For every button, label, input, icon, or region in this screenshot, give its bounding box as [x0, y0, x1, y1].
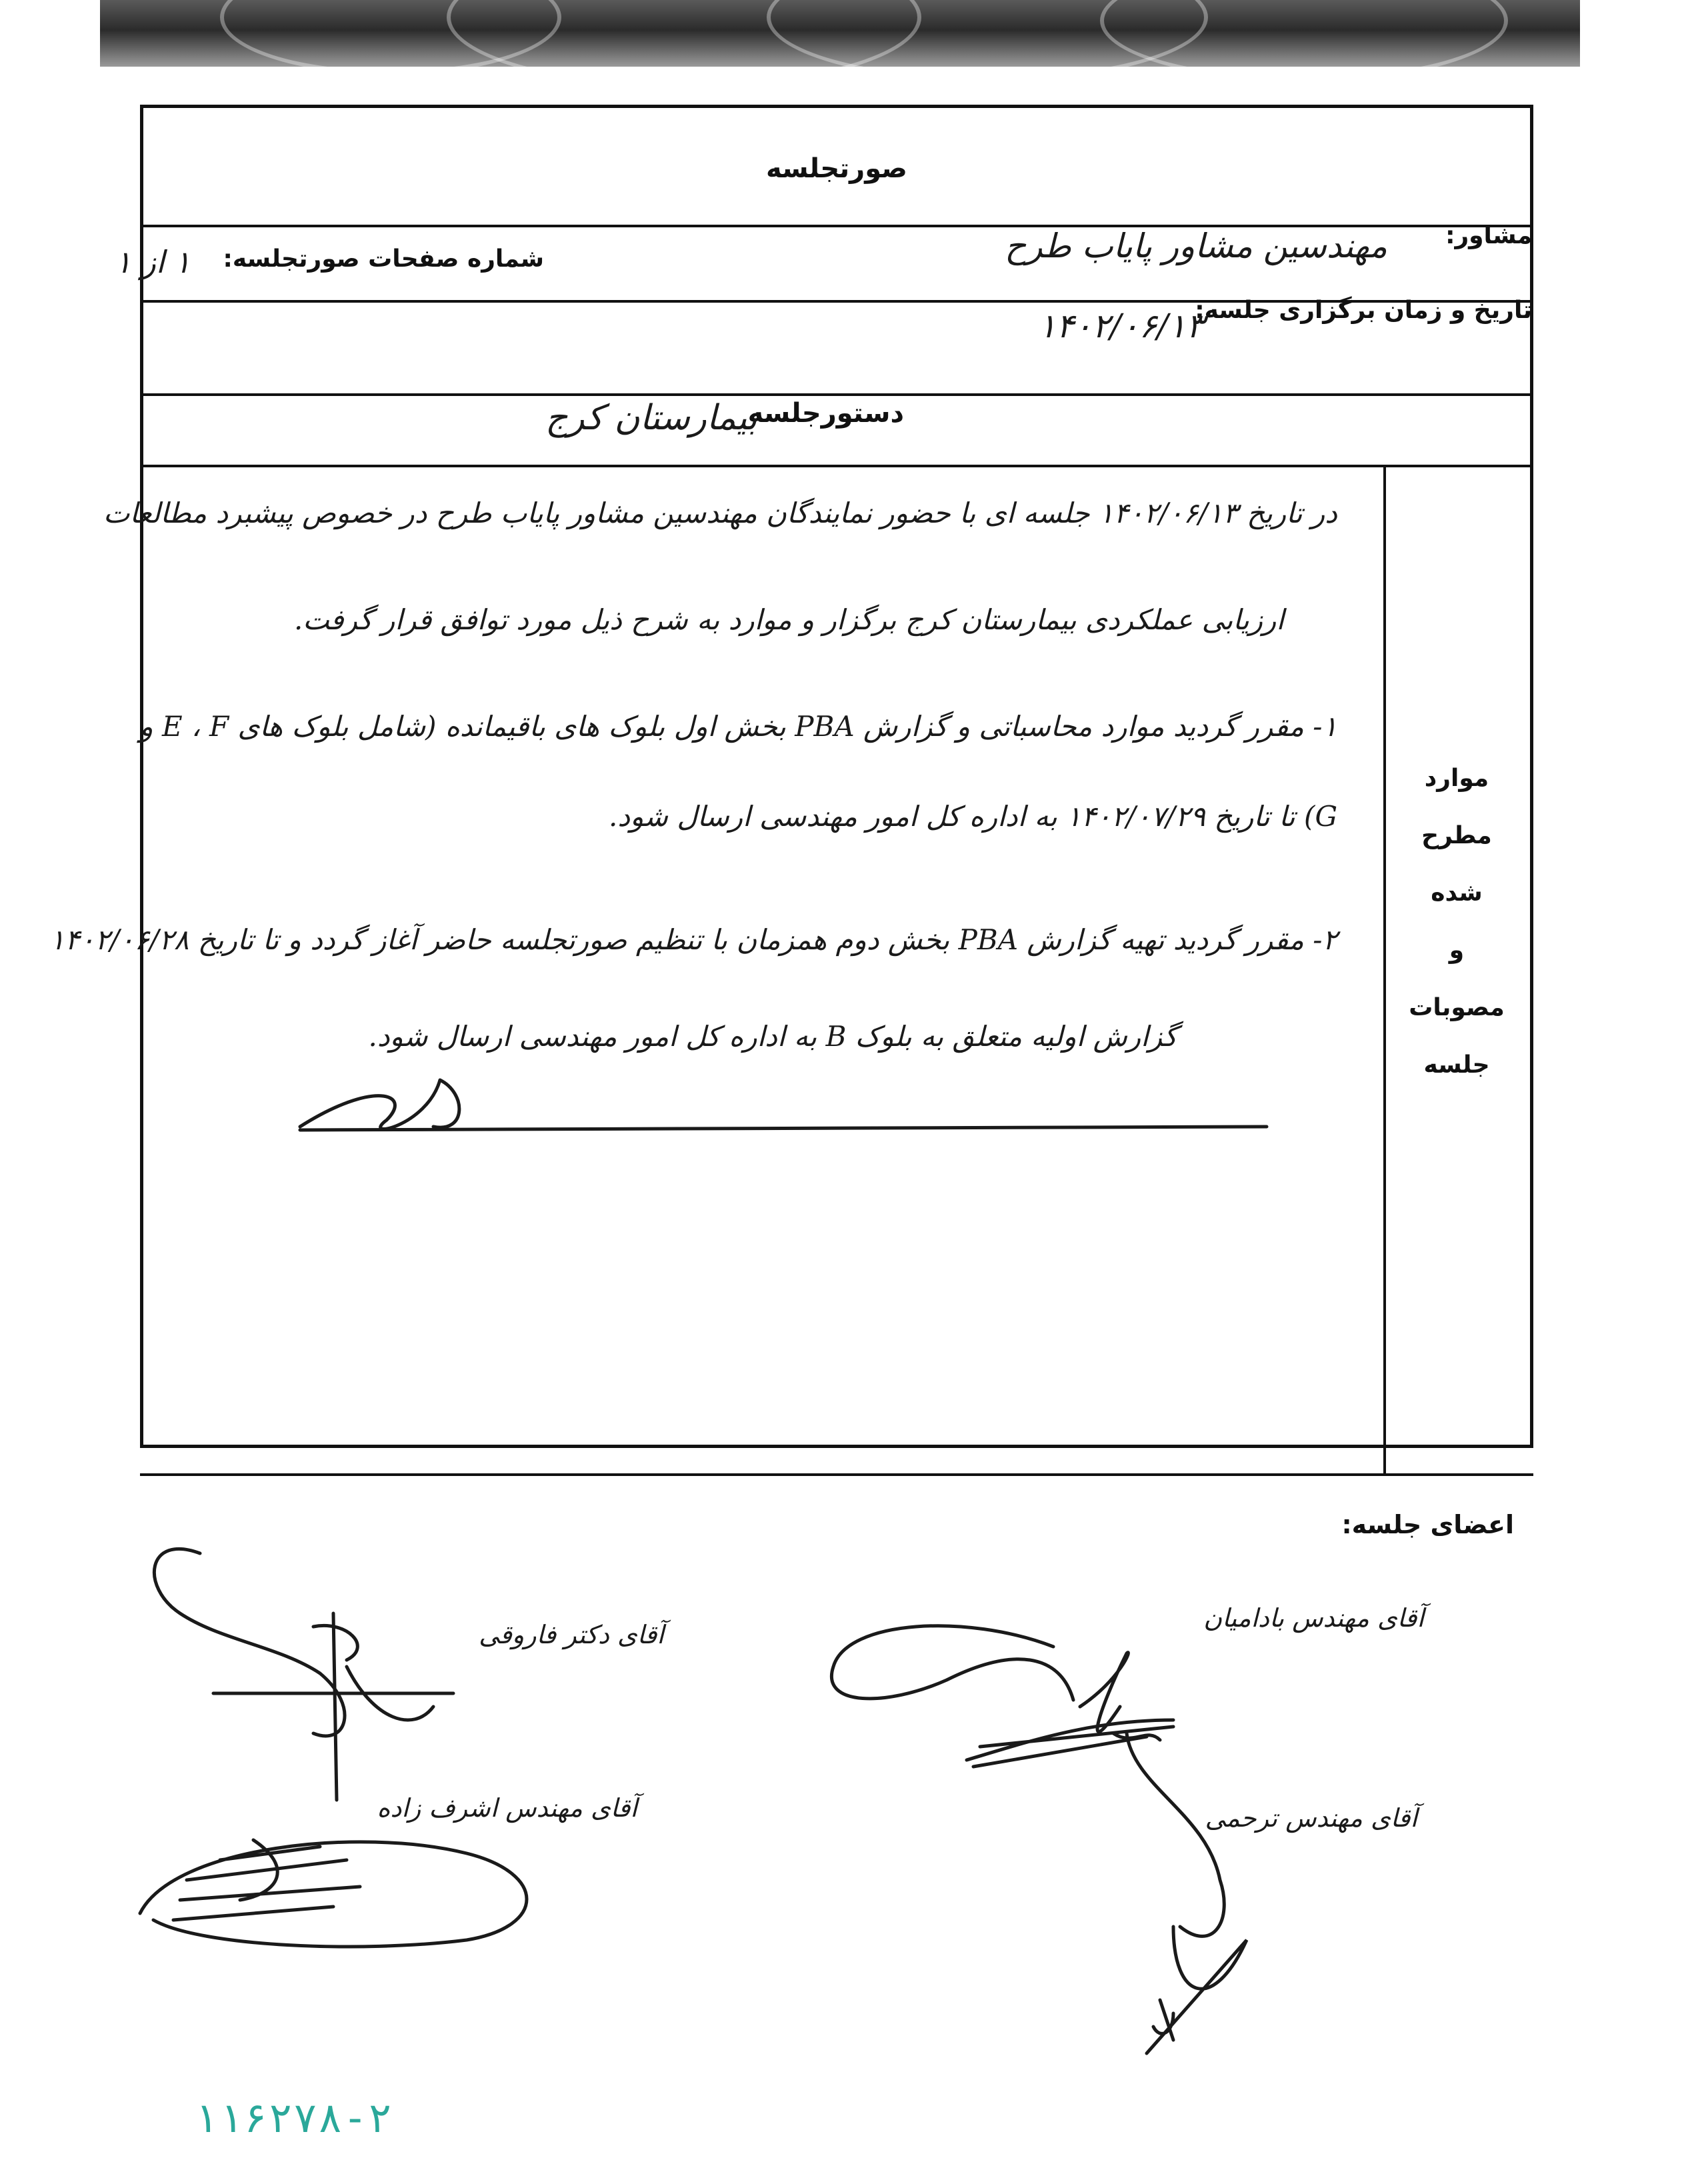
page-count-value: ۱ از ۱ [115, 244, 191, 280]
consultant-label: مشاور: [1445, 222, 1532, 249]
page-count-label: شماره صفحات صورتجلسه: [223, 245, 544, 273]
member-name: آقای مهندس ترحمی [1205, 1803, 1417, 1833]
signature-badamian [831, 1626, 1173, 1767]
signature-farooghi [154, 1549, 453, 1800]
member-name: آقای مهندس اشرف زاده [377, 1793, 637, 1823]
side-label-line: مصوبات [1409, 994, 1505, 1021]
body-line: ۱- مقرر گردید موارد محاسباتی و گزارش PBA بخش اول بلوک های باقیمانده (شامل بلوک های E ، F و [139, 710, 1337, 743]
side-label-line: مطرح [1421, 822, 1492, 849]
side-label-line: موارد [1424, 765, 1489, 792]
document-number: ۱۱۶۲۷۸-۲ [193, 2093, 393, 2142]
body-line: گزارش اولیه متعلق به بلوک B به اداره کل امور مهندسی ارسال شود. [368, 1020, 1177, 1053]
body-end-flourish [300, 1080, 1267, 1130]
agenda-value: بیمارستان کرج [545, 398, 757, 438]
datetime-value: ۱۴۰۲/۰۶/۱۳ [1038, 307, 1204, 345]
body-line: ارزیابی عملکردی بیمارستان کرج برگزار و موارد به شرح ذیل مورد توافق قرار گرفت. [293, 603, 1284, 636]
side-label-line: جلسه [1423, 1051, 1490, 1079]
agenda-label: دستورجلسه [747, 398, 904, 429]
body-line: ۲- مقرر گردید تهیه گزارش PBA بخش دوم همزمان با تنظیم صورتجلسه حاضر آغاز گردد و تا تاریخ ۱۴۰۲/۰۶/۲۸ [49, 923, 1337, 956]
body-line: G) تا تاریخ ۱۴۰۲/۰۷/۲۹ به اداره کل امور مهندسی ارسال شود. [609, 800, 1337, 833]
datetime-label: تاریخ و زمان برگزاری جلسه: [1195, 297, 1532, 324]
consultant-value: مهندسین مشاور پایاب طرح [1005, 227, 1387, 265]
member-name: آقای مهندس بادامیان [1203, 1603, 1424, 1633]
member-name: آقای دکتر فاروقی [479, 1620, 664, 1649]
members-label: اعضای جلسه: [1341, 1510, 1514, 1539]
signature-ashrafzadeh [140, 1840, 527, 1947]
page-title: صورتجلسه [766, 153, 907, 184]
side-label-line: و [1449, 937, 1465, 964]
signature-tarahomi [1127, 1733, 1247, 2053]
body-line: در تاریخ ۱۴۰۲/۰۶/۱۳ جلسه ای با حضور نمایندگان مهندسین مشاور پایاب طرح در خصوص پیشبرد مطالعات [103, 497, 1337, 529]
side-label-line: شده [1431, 879, 1483, 907]
